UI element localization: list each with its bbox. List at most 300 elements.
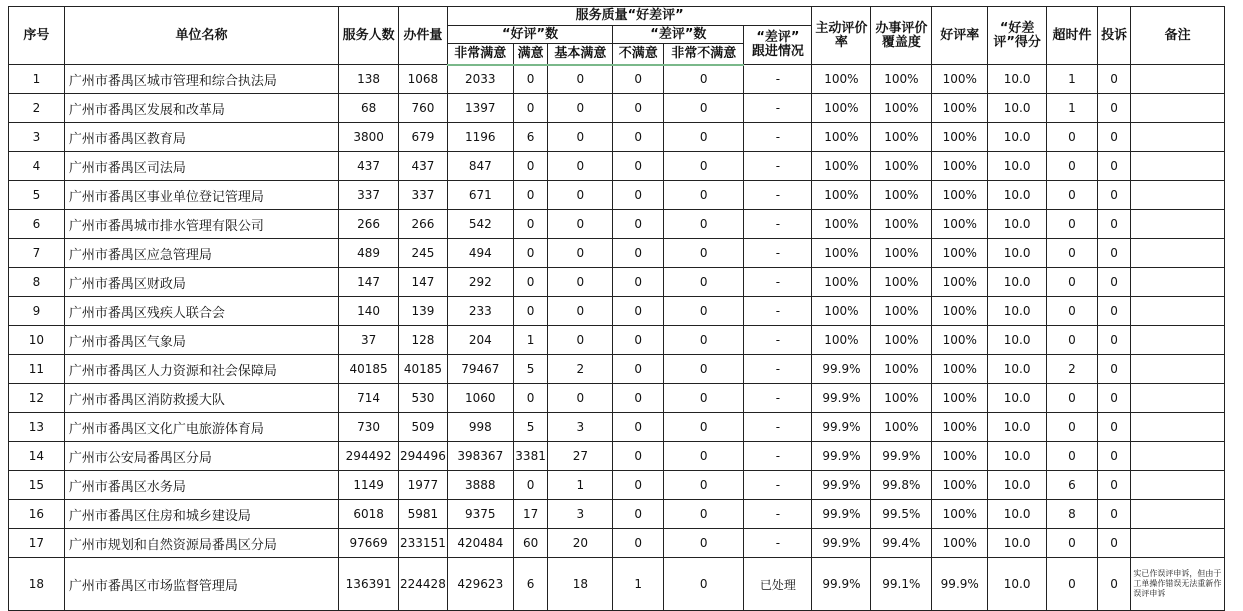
good-rate: 100%: [932, 384, 988, 413]
score: 10.0: [988, 239, 1047, 268]
remark: [1131, 239, 1225, 268]
very-unsatisfied-count: 0: [664, 181, 744, 210]
remark: [1131, 471, 1225, 500]
proactive-rate: 99.9%: [812, 471, 871, 500]
service-people: 37: [339, 326, 399, 355]
bad-review-follow-up: -: [744, 529, 812, 558]
header-score: “好差评”得分: [988, 7, 1047, 65]
case-count: 1977: [399, 471, 448, 500]
score: 10.0: [988, 529, 1047, 558]
unit-name: 广州市公安局番禺区分局: [64, 442, 338, 471]
coverage-rate: 99.8%: [871, 471, 932, 500]
score: 10.0: [988, 471, 1047, 500]
very-satisfied-count: 1196: [447, 123, 513, 152]
unit-name: 广州市番禺区文化广电旅游体育局: [64, 413, 338, 442]
unit-name: 广州市番禺区残疾人联合会: [64, 297, 338, 326]
coverage-rate: 100%: [871, 413, 932, 442]
very-unsatisfied-count: 0: [664, 239, 744, 268]
coverage-rate: 99.1%: [871, 558, 932, 611]
bad-review-follow-up: -: [744, 442, 812, 471]
satisfied-count: 0: [513, 181, 548, 210]
basic-satisfied-count: 2: [548, 355, 613, 384]
unit-name: 广州市番禺区水务局: [64, 471, 338, 500]
table-row: [9, 558, 1225, 611]
unsatisfied-count: 0: [613, 65, 664, 94]
table-header: [9, 7, 1225, 65]
very-unsatisfied-count: 0: [664, 471, 744, 500]
unsatisfied-count: 0: [613, 471, 664, 500]
row-number: 3: [9, 123, 65, 152]
good-rate: 100%: [932, 471, 988, 500]
very-satisfied-count: 9375: [447, 500, 513, 529]
complaint-count: 0: [1097, 123, 1131, 152]
proactive-rate: 99.9%: [812, 500, 871, 529]
very-satisfied-count: 429623: [447, 558, 513, 611]
satisfied-count: 0: [513, 268, 548, 297]
case-count: 337: [399, 181, 448, 210]
very-satisfied-count: 1060: [447, 384, 513, 413]
remark: [1131, 181, 1225, 210]
satisfied-count: 1: [513, 326, 548, 355]
row-number: 6: [9, 210, 65, 239]
unsatisfied-count: 0: [613, 239, 664, 268]
service-people: 730: [339, 413, 399, 442]
basic-satisfied-count: 0: [548, 152, 613, 181]
proactive-rate: 100%: [812, 94, 871, 123]
row-number: 13: [9, 413, 65, 442]
table-row: [9, 210, 1225, 239]
very-unsatisfied-count: 0: [664, 529, 744, 558]
remark: [1131, 500, 1225, 529]
remark: [1131, 384, 1225, 413]
header-unit: 单位名称: [64, 7, 338, 65]
unit-name: 广州市番禺区财政局: [64, 268, 338, 297]
overtime-count: 0: [1047, 558, 1098, 611]
unit-name: 广州市番禺区消防救援大队: [64, 384, 338, 413]
table-row: [9, 181, 1225, 210]
table-row: [9, 442, 1225, 471]
unsatisfied-count: 0: [613, 384, 664, 413]
overtime-count: 0: [1047, 442, 1098, 471]
unit-name: 广州市番禺区气象局: [64, 326, 338, 355]
basic-satisfied-count: 0: [548, 297, 613, 326]
header-good-rate: 好评率: [932, 7, 988, 65]
row-number: 16: [9, 500, 65, 529]
overtime-count: 1: [1047, 94, 1098, 123]
overtime-count: 6: [1047, 471, 1098, 500]
score: 10.0: [988, 297, 1047, 326]
very-unsatisfied-count: 0: [664, 355, 744, 384]
table-row: [9, 500, 1225, 529]
basic-satisfied-count: 0: [548, 210, 613, 239]
service-people: 714: [339, 384, 399, 413]
table-row: [9, 326, 1225, 355]
basic-satisfied-count: 0: [548, 181, 613, 210]
score: 10.0: [988, 123, 1047, 152]
basic-satisfied-count: 18: [548, 558, 613, 611]
good-rate: 100%: [932, 94, 988, 123]
unsatisfied-count: 0: [613, 297, 664, 326]
overtime-count: 0: [1047, 268, 1098, 297]
very-satisfied-count: 3888: [447, 471, 513, 500]
very-satisfied-count: 542: [447, 210, 513, 239]
very-satisfied-count: 204: [447, 326, 513, 355]
score: 10.0: [988, 94, 1047, 123]
bad-review-follow-up: -: [744, 239, 812, 268]
coverage-rate: 99.9%: [871, 442, 932, 471]
bad-review-follow-up: -: [744, 500, 812, 529]
overtime-count: 0: [1047, 210, 1098, 239]
very-satisfied-count: 79467: [447, 355, 513, 384]
service-people: 437: [339, 152, 399, 181]
very-unsatisfied-count: 0: [664, 152, 744, 181]
proactive-rate: 100%: [812, 239, 871, 268]
good-rate: 100%: [932, 297, 988, 326]
header-overtime: 超时件: [1047, 7, 1098, 65]
header-unsatisfied: 不满意: [613, 44, 664, 65]
remark: [1131, 210, 1225, 239]
row-number: 2: [9, 94, 65, 123]
basic-satisfied-count: 20: [548, 529, 613, 558]
case-count: 530: [399, 384, 448, 413]
remark: [1131, 355, 1225, 384]
very-satisfied-count: 398367: [447, 442, 513, 471]
remark: [1131, 326, 1225, 355]
header-bad-follow-line1: “差评”: [756, 30, 800, 45]
proactive-rate: 100%: [812, 210, 871, 239]
case-count: 147: [399, 268, 448, 297]
service-people: 337: [339, 181, 399, 210]
bad-review-follow-up: -: [744, 355, 812, 384]
overtime-count: 0: [1047, 152, 1098, 181]
very-unsatisfied-count: 0: [664, 413, 744, 442]
service-people: 6018: [339, 500, 399, 529]
proactive-rate: 99.9%: [812, 558, 871, 611]
satisfied-count: 0: [513, 152, 548, 181]
good-rate: 100%: [932, 239, 988, 268]
bad-review-follow-up: -: [744, 326, 812, 355]
very-satisfied-count: 671: [447, 181, 513, 210]
case-count: 233151: [399, 529, 448, 558]
good-rate: 100%: [932, 268, 988, 297]
complaint-count: 0: [1097, 152, 1131, 181]
satisfied-count: 0: [513, 94, 548, 123]
table-row: [9, 123, 1225, 152]
good-rate: 100%: [932, 500, 988, 529]
coverage-rate: 100%: [871, 210, 932, 239]
basic-satisfied-count: 3: [548, 500, 613, 529]
unit-name: 广州市番禺区人力资源和社会保障局: [64, 355, 338, 384]
good-rate: 100%: [932, 65, 988, 94]
header-seq: 序号: [9, 7, 65, 65]
overtime-count: 0: [1047, 123, 1098, 152]
satisfied-count: 0: [513, 210, 548, 239]
unit-name: 广州市番禺区住房和城乡建设局: [64, 500, 338, 529]
service-people: 294492: [339, 442, 399, 471]
very-unsatisfied-count: 0: [664, 210, 744, 239]
service-people: 97669: [339, 529, 399, 558]
header-complaint: 投诉: [1097, 7, 1131, 65]
basic-satisfied-count: 27: [548, 442, 613, 471]
header-cases: 办件量: [399, 7, 448, 65]
service-people: 40185: [339, 355, 399, 384]
bad-review-follow-up: -: [744, 413, 812, 442]
overtime-count: 8: [1047, 500, 1098, 529]
bad-review-follow-up: -: [744, 384, 812, 413]
table-row: [9, 384, 1225, 413]
table-row: [9, 297, 1225, 326]
very-unsatisfied-count: 0: [664, 384, 744, 413]
coverage-rate: 100%: [871, 65, 932, 94]
satisfied-count: 3381: [513, 442, 548, 471]
row-number: 4: [9, 152, 65, 181]
score: 10.0: [988, 181, 1047, 210]
complaint-count: 0: [1097, 355, 1131, 384]
coverage-rate: 100%: [871, 297, 932, 326]
satisfied-count: 0: [513, 65, 548, 94]
good-rate: 100%: [932, 123, 988, 152]
case-count: 5981: [399, 500, 448, 529]
coverage-rate: 100%: [871, 181, 932, 210]
unit-name: 广州市番禺区司法局: [64, 152, 338, 181]
table-row: [9, 152, 1225, 181]
header-quality: 服务质量“好差评”: [447, 7, 812, 26]
unsatisfied-count: 1: [613, 558, 664, 611]
overtime-count: 0: [1047, 181, 1098, 210]
complaint-count: 0: [1097, 500, 1131, 529]
header-bad-follow: [744, 26, 812, 65]
case-count: 224428: [399, 558, 448, 611]
service-people: 136391: [339, 558, 399, 611]
coverage-rate: 100%: [871, 94, 932, 123]
unsatisfied-count: 0: [613, 529, 664, 558]
unit-name: 广州市番禺城市排水管理有限公司: [64, 210, 338, 239]
table-row: [9, 268, 1225, 297]
row-number: 5: [9, 181, 65, 210]
coverage-rate: 100%: [871, 152, 932, 181]
unsatisfied-count: 0: [613, 181, 664, 210]
header-very-satisfied: 非常满意: [447, 44, 513, 65]
case-count: 1068: [399, 65, 448, 94]
bad-review-follow-up: -: [744, 152, 812, 181]
score: 10.0: [988, 268, 1047, 297]
basic-satisfied-count: 1: [548, 471, 613, 500]
score: 10.0: [988, 210, 1047, 239]
row-number: 10: [9, 326, 65, 355]
very-unsatisfied-count: 0: [664, 442, 744, 471]
case-count: 40185: [399, 355, 448, 384]
unsatisfied-count: 0: [613, 210, 664, 239]
overtime-count: 2: [1047, 355, 1098, 384]
proactive-rate: 99.9%: [812, 384, 871, 413]
bad-review-follow-up: -: [744, 471, 812, 500]
header-proactive: 主动评价率: [812, 7, 871, 65]
complaint-count: 0: [1097, 413, 1131, 442]
very-unsatisfied-count: 0: [664, 297, 744, 326]
very-satisfied-count: 847: [447, 152, 513, 181]
case-count: 437: [399, 152, 448, 181]
complaint-count: 0: [1097, 529, 1131, 558]
satisfied-count: 17: [513, 500, 548, 529]
coverage-rate: 100%: [871, 123, 932, 152]
table-row: [9, 529, 1225, 558]
service-people: 1149: [339, 471, 399, 500]
bad-review-follow-up: -: [744, 65, 812, 94]
table-row: [9, 65, 1225, 94]
case-count: 266: [399, 210, 448, 239]
satisfied-count: 6: [513, 558, 548, 611]
bad-review-follow-up: -: [744, 123, 812, 152]
unsatisfied-count: 0: [613, 94, 664, 123]
proactive-rate: 99.9%: [812, 355, 871, 384]
unsatisfied-count: 0: [613, 442, 664, 471]
overtime-count: 0: [1047, 297, 1098, 326]
header-bad-follow-line2: 跟进情况: [751, 44, 804, 59]
very-satisfied-count: 494: [447, 239, 513, 268]
remark: [1131, 123, 1225, 152]
remark: 实已作误评申诉，但由于工单操作错误无法重新作误评申诉: [1131, 558, 1225, 611]
service-people: 68: [339, 94, 399, 123]
row-number: 18: [9, 558, 65, 611]
complaint-count: 0: [1097, 326, 1131, 355]
unit-name: 广州市规划和自然资源局番禺区分局: [64, 529, 338, 558]
complaint-count: 0: [1097, 239, 1131, 268]
very-satisfied-count: 233: [447, 297, 513, 326]
case-count: 128: [399, 326, 448, 355]
satisfied-count: 0: [513, 297, 548, 326]
case-count: 245: [399, 239, 448, 268]
overtime-count: 1: [1047, 65, 1098, 94]
header-very-unsatisfied: 非常不满意: [664, 44, 744, 65]
good-rate: 100%: [932, 326, 988, 355]
satisfied-count: 60: [513, 529, 548, 558]
proactive-rate: 99.9%: [812, 442, 871, 471]
satisfied-count: 6: [513, 123, 548, 152]
coverage-rate: 99.5%: [871, 500, 932, 529]
service-people: 147: [339, 268, 399, 297]
good-rate: 100%: [932, 442, 988, 471]
bad-review-follow-up: -: [744, 94, 812, 123]
good-rate: 100%: [932, 210, 988, 239]
proactive-rate: 100%: [812, 123, 871, 152]
satisfied-count: 0: [513, 471, 548, 500]
bad-review-follow-up: 已处理: [744, 558, 812, 611]
satisfied-count: 0: [513, 239, 548, 268]
very-satisfied-count: 1397: [447, 94, 513, 123]
evaluation-table: [8, 6, 1225, 611]
score: 10.0: [988, 442, 1047, 471]
remark: [1131, 94, 1225, 123]
coverage-rate: 100%: [871, 326, 932, 355]
very-satisfied-count: 420484: [447, 529, 513, 558]
basic-satisfied-count: 0: [548, 239, 613, 268]
row-number: 14: [9, 442, 65, 471]
row-number: 12: [9, 384, 65, 413]
header-satisfied: 满意: [513, 44, 548, 65]
header-coverage: 办事评价覆盖度: [871, 7, 932, 65]
bad-review-follow-up: -: [744, 210, 812, 239]
row-number: 15: [9, 471, 65, 500]
proactive-rate: 100%: [812, 268, 871, 297]
unsatisfied-count: 0: [613, 500, 664, 529]
complaint-count: 0: [1097, 268, 1131, 297]
complaint-count: 0: [1097, 297, 1131, 326]
header-people: 服务人数: [339, 7, 399, 65]
score: 10.0: [988, 355, 1047, 384]
case-count: 509: [399, 413, 448, 442]
complaint-count: 0: [1097, 94, 1131, 123]
very-satisfied-count: 292: [447, 268, 513, 297]
table-row: [9, 413, 1225, 442]
very-unsatisfied-count: 0: [664, 94, 744, 123]
basic-satisfied-count: 0: [548, 94, 613, 123]
good-rate: 100%: [932, 152, 988, 181]
case-count: 760: [399, 94, 448, 123]
very-satisfied-count: 2033: [447, 65, 513, 94]
coverage-rate: 99.4%: [871, 529, 932, 558]
case-count: 294496: [399, 442, 448, 471]
basic-satisfied-count: 3: [548, 413, 613, 442]
coverage-rate: 100%: [871, 239, 932, 268]
row-number: 7: [9, 239, 65, 268]
remark: [1131, 268, 1225, 297]
unsatisfied-count: 0: [613, 326, 664, 355]
complaint-count: 0: [1097, 210, 1131, 239]
score: 10.0: [988, 413, 1047, 442]
complaint-count: 0: [1097, 181, 1131, 210]
coverage-rate: 100%: [871, 268, 932, 297]
score: 10.0: [988, 65, 1047, 94]
basic-satisfied-count: 0: [548, 65, 613, 94]
proactive-rate: 100%: [812, 326, 871, 355]
good-rate: 100%: [932, 413, 988, 442]
very-unsatisfied-count: 0: [664, 268, 744, 297]
overtime-count: 0: [1047, 239, 1098, 268]
remark: [1131, 442, 1225, 471]
remark: [1131, 297, 1225, 326]
service-people: 140: [339, 297, 399, 326]
unit-name: 广州市番禺区教育局: [64, 123, 338, 152]
unit-name: 广州市番禺区应急管理局: [64, 239, 338, 268]
unsatisfied-count: 0: [613, 355, 664, 384]
unit-name: 广州市番禺区发展和改革局: [64, 94, 338, 123]
good-rate: 100%: [932, 355, 988, 384]
table-row: [9, 355, 1225, 384]
remark: [1131, 529, 1225, 558]
complaint-count: 0: [1097, 384, 1131, 413]
service-people: 138: [339, 65, 399, 94]
overtime-count: 0: [1047, 529, 1098, 558]
unsatisfied-count: 0: [613, 152, 664, 181]
case-count: 679: [399, 123, 448, 152]
unsatisfied-count: 0: [613, 268, 664, 297]
proactive-rate: 99.9%: [812, 529, 871, 558]
table-body: [9, 65, 1225, 611]
proactive-rate: 100%: [812, 65, 871, 94]
complaint-count: 0: [1097, 471, 1131, 500]
bad-review-follow-up: -: [744, 297, 812, 326]
overtime-count: 0: [1047, 326, 1098, 355]
very-satisfied-count: 998: [447, 413, 513, 442]
coverage-rate: 100%: [871, 384, 932, 413]
header-good-count: “好评”数: [447, 26, 613, 44]
proactive-rate: 99.9%: [812, 413, 871, 442]
proactive-rate: 100%: [812, 297, 871, 326]
overtime-count: 0: [1047, 413, 1098, 442]
very-unsatisfied-count: 0: [664, 326, 744, 355]
table-row: [9, 471, 1225, 500]
score: 10.0: [988, 558, 1047, 611]
